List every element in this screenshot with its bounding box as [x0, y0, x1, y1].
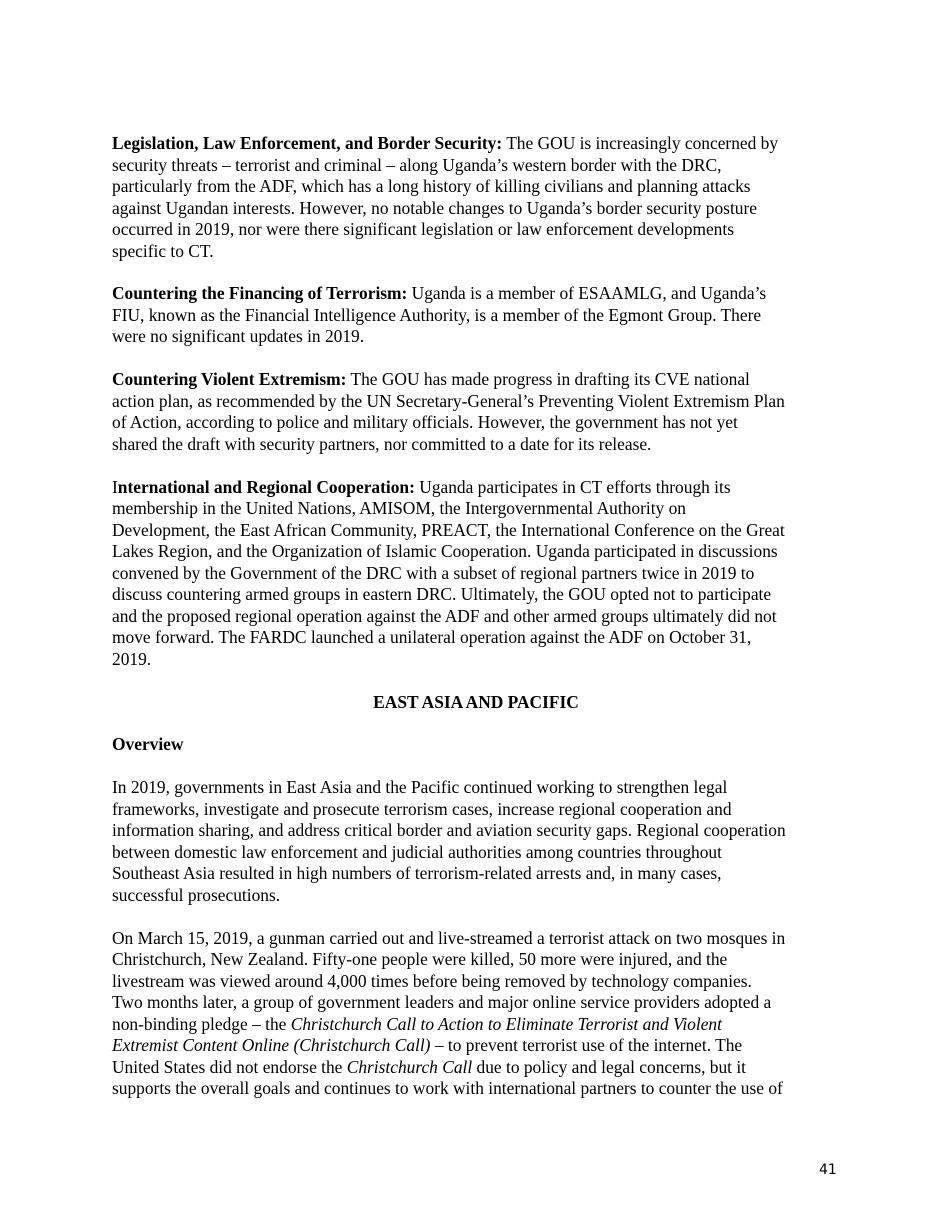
international-heading-initial: I — [112, 476, 118, 497]
paragraph-line: livestream was viewed around 4,000 times before being removed by technology companies. — [112, 970, 752, 991]
paragraph-line: Countering Violent Extremism: The GOU has made progress in drafting its CVE national — [112, 369, 750, 390]
paragraph-line: membership in the United Nations, AMISOM, the Intergovernmental Authority on — [112, 498, 686, 519]
paragraph-line: FIU, known as the Financial Intelligence Authority, is a member of the Egmont Group. There — [112, 304, 762, 325]
overview-heading: Overview — [112, 734, 184, 755]
international-heading: nternational and Regional Cooperation: — [117, 476, 415, 497]
paragraph-line: Christchurch, New Zealand. Fifty-one people were killed, 50 more were injured, and the — [112, 949, 728, 970]
christchurch-paragraph — [112, 928, 840, 1100]
paragraph-line: security threats – terrorist and criminal – along Uganda’s western border with the DRC, — [112, 154, 722, 175]
paragraph-line: Extremist Content Online (Christchurch Call) – to prevent terrorist use of the internet. The — [112, 1035, 743, 1056]
document-page — [112, 133, 840, 1121]
paragraph-line: 2019. — [112, 648, 152, 669]
section-title: EAST ASIA AND PACIFIC — [373, 691, 579, 712]
paragraph-line: convened by the Government of the DRC with a subset of regional partners twice in 2019 to — [112, 562, 755, 583]
paragraph-line: information sharing, and address critical border and aviation security gaps. Regional cooperation — [112, 820, 786, 841]
paragraph-line: between domestic law enforcement and judicial authorities among countries throughout — [112, 841, 722, 862]
paragraph-line: discuss countering armed groups in eastern DRC. Ultimately, the GOU opted not to participate — [112, 584, 772, 605]
cve-heading: Countering Violent Extremism: — [112, 369, 347, 390]
paragraph-line: move forward. The FARDC launched a unilateral operation against the ADF on October 31, — [112, 627, 752, 648]
financing-heading: Countering the Financing of Terrorism: — [112, 283, 408, 304]
paragraph-line: Legislation, Law Enforcement, and Border Security: The GOU is increasingly concerned by — [112, 133, 779, 153]
page-number: 41 — [819, 1162, 837, 1178]
paragraph-line: Lakes Region, and the Organization of Islamic Cooperation. Uganda participated in discussions — [112, 541, 778, 562]
paragraph-line: Countering the Financing of Terrorism: Uganda is a member of ESAAMLG, and Uganda’s — [112, 283, 767, 304]
pledge-title-continued: Extremist Content Online (Christchurch Call) — [112, 1035, 431, 1056]
paragraph-line: frameworks, investigate and prosecute terrorism cases, increase regional cooperation and — [112, 798, 732, 819]
legislation-heading: Legislation, Law Enforcement, and Border Security: — [112, 133, 503, 153]
paragraph-line: of Action, according to police and military officials. However, the government has not yet — [112, 412, 738, 433]
paragraph-line: shared the draft with security partners, nor committed to a date for its release. — [112, 433, 652, 454]
cve-paragraph — [112, 369, 840, 455]
pledge-short-title: Christchurch Call — [346, 1056, 473, 1077]
paragraph-line: United States did not endorse the Christchurch Call due to policy and legal concerns, but it — [112, 1056, 747, 1077]
paragraph-line: On March 15, 2019, a gunman carried out and live-streamed a terrorist attack on two mosques in — [112, 927, 786, 948]
paragraph-line: occurred in 2019, nor were there significant legislation or law enforcement developments — [112, 219, 734, 239]
paragraph-line: Development, the East African Community, PREACT, the International Conference on the Great — [112, 519, 785, 540]
overview-paragraph — [112, 777, 840, 906]
paragraph-line: supports the overall goals and continues to work with international partners to counter the use of — [112, 1078, 783, 1099]
paragraph-line: Two months later, a group of government leaders and major online service providers adopted a — [112, 992, 772, 1013]
paragraph-line: successful prosecutions. — [112, 884, 281, 905]
legislation-paragraph — [112, 133, 840, 262]
paragraph-line: non-binding pledge – the Christchurch Call to Action to Eliminate Terrorist and Violent — [112, 1013, 722, 1034]
financing-paragraph — [112, 283, 840, 348]
paragraph-line: were no significant updates in 2019. — [112, 326, 365, 347]
pledge-title: Christchurch Call to Action to Eliminate Terrorist and Violent — [290, 1013, 722, 1034]
paragraph-line: against Ugandan interests. However, no notable changes to Uganda’s border security posture — [112, 197, 757, 218]
paragraph-line: and the proposed regional operation against the ADF and other armed groups ultimately did not — [112, 605, 777, 626]
paragraph-line: specific to CT. — [112, 240, 214, 261]
paragraph-line: Southeast Asia resulted in high numbers of terrorism-related arrests and, in many cases, — [112, 863, 722, 884]
paragraph-line: particularly from the ADF, which has a long history of killing civilians and planning attacks — [112, 176, 751, 196]
paragraph-line: In 2019, governments in East Asia and the Pacific continued working to strengthen legal — [112, 777, 728, 798]
international-paragraph — [112, 477, 840, 671]
paragraph-line: action plan, as recommended by the UN Secretary-General’s Preventing Violent Extremism Plan — [112, 390, 785, 411]
paragraph-line: International and Regional Cooperation: Uganda participates in CT efforts through its — [112, 476, 731, 497]
